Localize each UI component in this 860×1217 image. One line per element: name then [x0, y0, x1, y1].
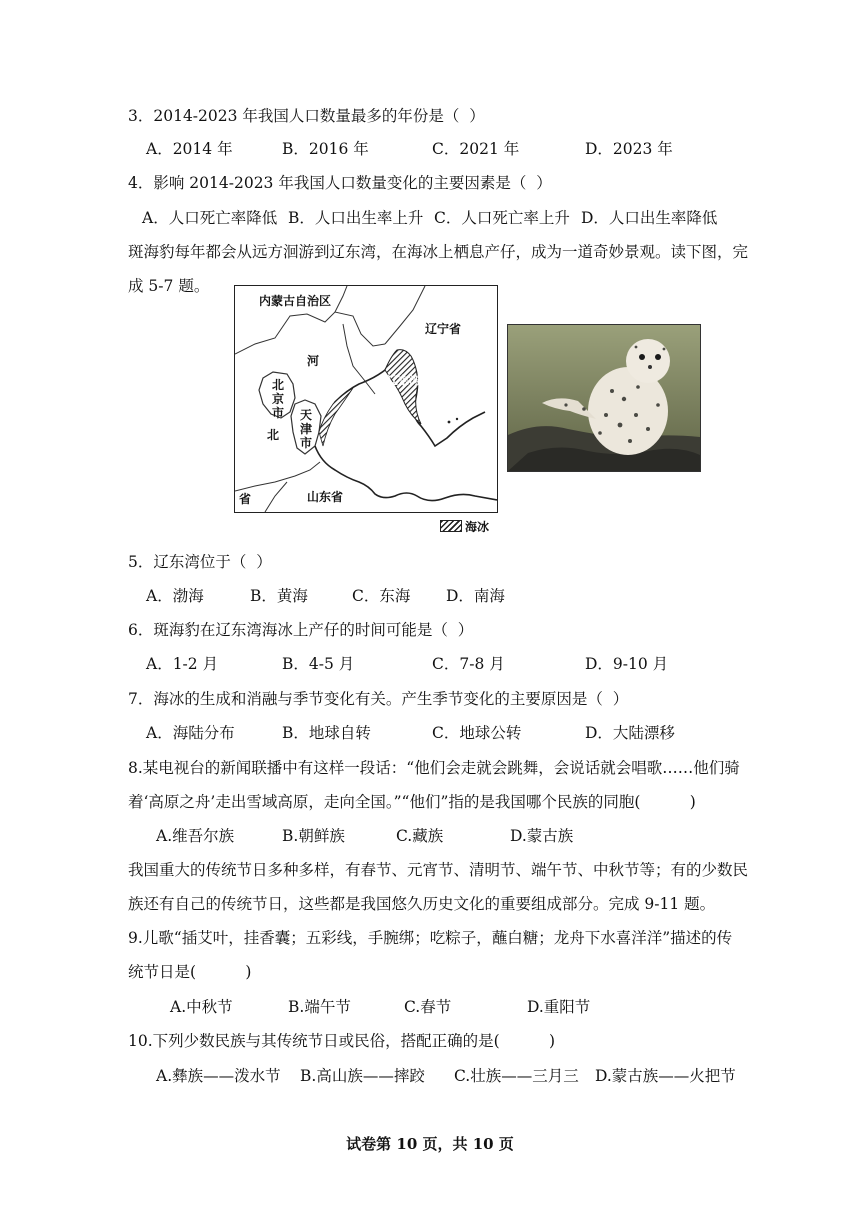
- q8-option-c: C.藏族: [396, 827, 444, 845]
- q9-option-b: B.端午节: [288, 998, 351, 1016]
- map-label-he: 河: [307, 354, 320, 368]
- q4-option-d: D．人口出生率降低: [581, 209, 718, 227]
- q9-stem-line-2: 统节日是( ): [128, 963, 252, 981]
- map-label-sheng: 省: [239, 492, 252, 506]
- bohai-map: [234, 285, 498, 513]
- q3-option-a: A．2014 年: [146, 140, 233, 158]
- q3-option-d: D．2023 年: [585, 140, 673, 158]
- map-label-tianjin: 天津市: [299, 408, 312, 450]
- q8-option-a: A.维吾尔族: [156, 827, 235, 845]
- q4-option-a: A．人口死亡率降低: [142, 209, 278, 227]
- q8-stem-line-1: 8.某电视台的新闻联播中有这样一段话：“他们会走就会跳舞，会说话就会唱歌……他们骑: [128, 759, 740, 777]
- seal-intro-line-1: 斑海豹每年都会从远方洄游到辽东湾，在海冰上栖息产仔，成为一道奇妙景观。读下图，完: [128, 243, 749, 261]
- map-legend-label: 海冰: [465, 520, 490, 534]
- q5-stem: 5．辽东湾位于（ ）: [128, 553, 272, 571]
- map-label-bei: 北: [267, 428, 280, 442]
- q3-option-b: B．2016 年: [282, 140, 369, 158]
- q10-option-b: B.高山族——摔跤: [300, 1067, 425, 1085]
- q8-option-d: D.蒙古族: [510, 827, 574, 845]
- q10-option-d: D.蒙古族——火把节: [595, 1067, 736, 1085]
- seal-photo: [507, 324, 701, 472]
- map-label-liaoning: 辽宁省: [425, 322, 462, 336]
- q9-option-a: A.中秋节: [170, 998, 233, 1016]
- q8-option-b: B.朝鲜族: [282, 827, 345, 845]
- seal-intro-line-2: 成 5-7 题。: [128, 277, 210, 295]
- q10-stem: 10.下列少数民族与其传统节日或民俗，搭配正确的是( ): [128, 1032, 556, 1050]
- q8-stem-line-2: 着‘高原之舟’走出雪域高原，走向全国。”“他们”指的是我国哪个民族的同胞( ): [128, 793, 696, 811]
- q5-option-c: C．东海: [352, 587, 411, 605]
- q10-option-c: C.壮族——三月三: [454, 1067, 579, 1085]
- q9-option-c: C.春节: [404, 998, 452, 1016]
- map-label-liaodong-bay: 辽东湾: [387, 374, 420, 387]
- q7-stem: 7．海冰的生成和消融与季节变化有关。产生季节变化的主要原因是（ ）: [128, 690, 629, 708]
- q6-option-c: C．7-8 月: [432, 655, 505, 673]
- q4-option-c: C．人口死亡率上升: [434, 209, 570, 227]
- q9-option-d: D.重阳节: [527, 998, 591, 1016]
- q4-stem: 4．影响 2014-2023 年我国人口数量变化的主要因素是（ ）: [128, 174, 552, 192]
- q6-option-b: B．4-5 月: [282, 655, 355, 673]
- page-footer: 试卷第 10 页，共 10 页: [346, 1135, 514, 1153]
- sea-ice-swatch: [440, 520, 462, 532]
- q7-option-b: B．地球自转: [282, 724, 371, 742]
- q5-option-d: D．南海: [446, 587, 505, 605]
- q10-option-a: A.彝族——泼水节: [156, 1067, 281, 1085]
- map-label-shandong: 山东省: [307, 490, 344, 504]
- q6-stem: 6．斑海豹在辽东湾海冰上产仔的时间可能是（ ）: [128, 621, 474, 639]
- q3-option-c: C．2021 年: [432, 140, 520, 158]
- map-label-beijing: 北京市: [271, 378, 284, 420]
- festival-intro-line-2: 族还有自己的传统节日，这些都是我国悠久历史文化的重要组成部分。完成 9-11 题。: [128, 895, 716, 913]
- map-label-inner-mongolia: 内蒙古自治区: [259, 294, 332, 308]
- q5-option-b: B．黄海: [250, 587, 308, 605]
- q7-option-c: C．地球公转: [432, 724, 522, 742]
- festival-intro-line-1: 我国重大的传统节日多种多样，有春节、元宵节、清明节、端午节、中秋节等；有的少数民: [128, 861, 749, 879]
- q7-option-a: A．海陆分布: [146, 724, 235, 742]
- q9-stem-line-1: 9.儿歌“插艾叶，挂香囊；五彩线，手腕绑；吃粽子，蘸白糖；龙舟下水喜洋洋”描述的传: [128, 929, 733, 947]
- q6-option-d: D．9-10 月: [585, 655, 669, 673]
- q5-option-a: A．渤海: [146, 587, 204, 605]
- map-legend: [440, 518, 489, 535]
- q7-option-d: D．大陆漂移: [585, 724, 675, 742]
- q4-option-b: B．人口出生率上升: [288, 209, 424, 227]
- q3-stem: 3．2014-2023 年我国人口数量最多的年份是（ ）: [128, 107, 485, 125]
- q6-option-a: A．1-2 月: [146, 655, 219, 673]
